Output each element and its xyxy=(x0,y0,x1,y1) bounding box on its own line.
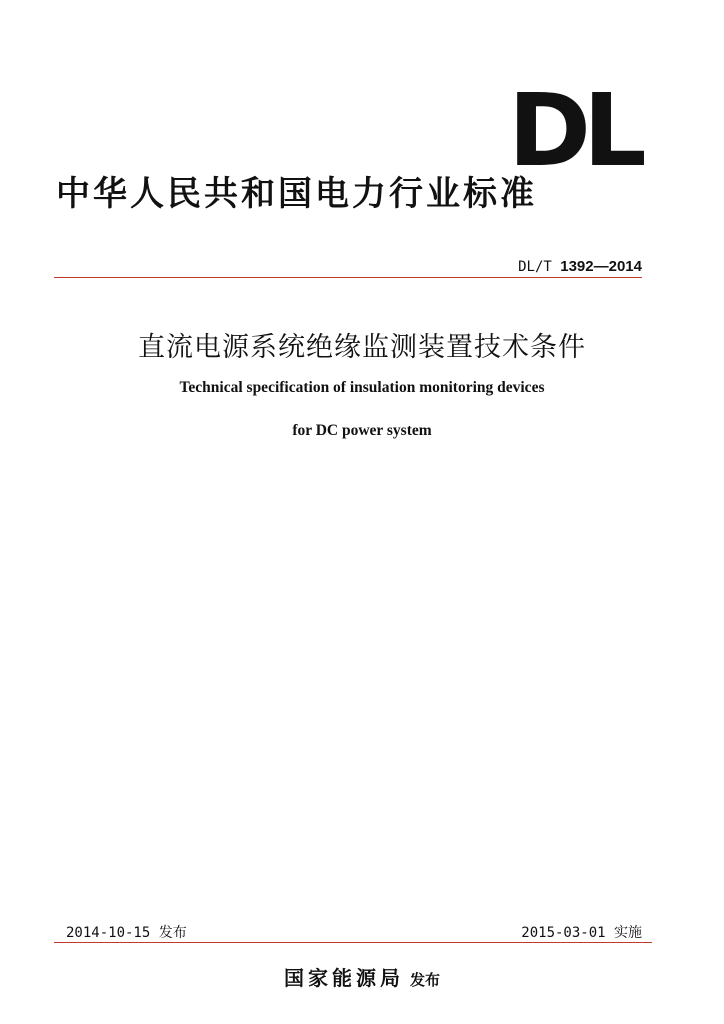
issuer-name: 国家能源局 xyxy=(283,966,404,990)
implementation-date: 2015-03-01 实施 xyxy=(521,925,642,941)
document-title-chinese: 直流电源系统绝缘监测装置技术条件 xyxy=(138,332,586,363)
standard-number xyxy=(518,257,642,277)
header-divider xyxy=(54,277,642,278)
standard-prefix: DL/T xyxy=(518,259,552,275)
issuer xyxy=(0,964,724,994)
standard-category-heading: 中华人民共和国电力行业标准 xyxy=(56,174,537,214)
issuer-suffix: 发布 xyxy=(409,971,440,989)
document-title-english-line1: Technical specification of insulation monitoring devices xyxy=(179,379,545,396)
standard-code: 1392—2014 xyxy=(560,258,642,275)
document-title-english-line2: for DC power system xyxy=(292,422,432,439)
footer-divider xyxy=(54,942,652,943)
dl-logo: DL xyxy=(508,88,639,174)
issue-date: 2014-10-15 发布 xyxy=(66,925,187,941)
